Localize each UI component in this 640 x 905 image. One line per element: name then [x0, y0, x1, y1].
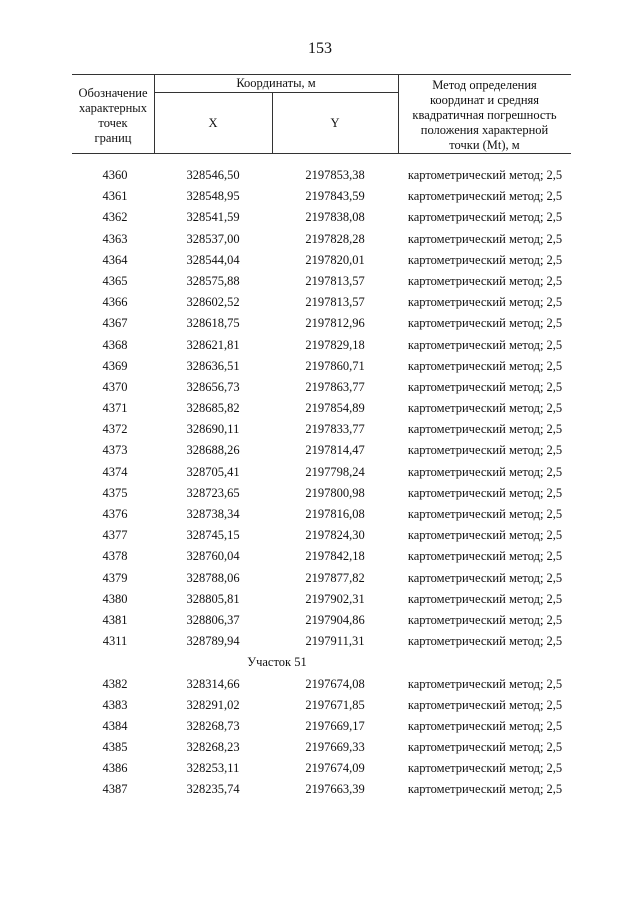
coord-y: 2197833,77	[305, 422, 365, 437]
point-id: 4387	[102, 782, 128, 797]
table-row	[75, 313, 571, 334]
coord-y: 2197814,47	[305, 443, 365, 458]
table-row	[75, 610, 571, 631]
table-row	[75, 229, 571, 250]
method-text: картометрический метод; 2,5	[407, 379, 563, 394]
coord-y: 2197671,85	[305, 697, 365, 712]
coord-x: 328548,95	[186, 189, 240, 204]
coord-y: 2197669,33	[305, 740, 365, 755]
header-designation: Обозначение характерных точек границ	[78, 86, 148, 145]
point-id: 4364	[102, 252, 128, 267]
method-text: картометрический метод; 2,5	[407, 422, 563, 437]
point-id: 4369	[102, 358, 128, 373]
coord-x: 328745,15	[186, 528, 240, 543]
coord-x: 328723,65	[186, 485, 240, 500]
header-bottom-rule	[72, 153, 571, 154]
coord-x: 328636,51	[186, 358, 240, 373]
table-row	[75, 419, 571, 440]
coord-x: 328656,73	[186, 379, 240, 394]
method-text: картометрический метод; 2,5	[407, 210, 563, 225]
coord-x: 328690,11	[186, 422, 240, 437]
method-text: картометрический метод; 2,5	[407, 337, 563, 352]
point-id: 4311	[102, 634, 128, 649]
point-id: 4371	[102, 401, 128, 416]
coord-x: 328314,66	[186, 676, 240, 691]
table-row	[75, 695, 571, 716]
coord-x: 328268,73	[186, 718, 240, 733]
coord-y: 2197828,28	[305, 231, 365, 246]
coord-y: 2197674,08	[305, 676, 365, 691]
table-row	[75, 335, 571, 356]
table-row	[75, 483, 571, 504]
table-row	[75, 546, 571, 567]
method-text: картометрический метод; 2,5	[407, 718, 563, 733]
coord-x: 328253,11	[186, 761, 240, 776]
method-text: картометрический метод; 2,5	[407, 591, 563, 606]
point-id: 4361	[102, 189, 128, 204]
method-text: картометрический метод; 2,5	[407, 464, 563, 479]
point-id: 4378	[102, 549, 128, 564]
coord-x: 328705,41	[186, 464, 240, 479]
page-number: 153	[308, 40, 332, 57]
method-text: картометрический метод; 2,5	[407, 189, 563, 204]
header-y: Y	[330, 116, 340, 130]
coord-x: 328806,37	[186, 612, 240, 627]
table-row	[75, 207, 571, 228]
table-row	[75, 589, 571, 610]
method-text: картометрический метод; 2,5	[407, 443, 563, 458]
point-id: 4374	[102, 464, 128, 479]
coord-y: 2197812,96	[305, 316, 365, 331]
table-row	[75, 779, 571, 800]
coord-x: 328685,82	[186, 401, 240, 416]
table-top-rule	[72, 74, 571, 75]
method-text: картометрический метод; 2,5	[407, 740, 563, 755]
section-title	[75, 652, 571, 673]
coord-y: 2197813,57	[305, 273, 365, 288]
table-row	[75, 737, 571, 758]
header-method: Метод определения координат и средняя квадратичная погрешность положения характерной точки (Mt), м	[412, 78, 557, 152]
method-text: картометрический метод; 2,5	[407, 507, 563, 521]
table-row	[75, 186, 571, 207]
point-id: 4367	[102, 316, 128, 331]
coord-y: 2197863,77	[305, 379, 365, 394]
table-row	[75, 631, 571, 652]
table-row	[75, 568, 571, 589]
coord-x: 328235,74	[186, 782, 240, 797]
table-row	[75, 462, 571, 483]
point-id: 4381	[102, 612, 128, 627]
table-row	[75, 440, 571, 461]
point-id: 4379	[102, 570, 128, 585]
point-id: 4372	[102, 422, 128, 437]
point-id: 4386	[102, 761, 128, 776]
coord-x: 328760,04	[186, 549, 240, 564]
coord-y: 2197800,98	[305, 485, 365, 500]
coord-x: 328575,88	[186, 273, 240, 288]
method-text: картометрический метод; 2,5	[407, 401, 563, 416]
table-row	[75, 525, 571, 546]
method-text: картометрический метод; 2,5	[407, 676, 563, 691]
coord-y: 2197824,30	[305, 528, 365, 543]
coord-y: 2197829,18	[305, 337, 365, 352]
point-id: 4385	[102, 740, 128, 755]
coord-x: 328738,34	[186, 507, 240, 521]
point-id: 4383	[102, 697, 128, 712]
table-row	[75, 504, 571, 525]
point-id: 4376	[102, 507, 128, 521]
coord-x: 328618,75	[186, 316, 240, 331]
coord-y: 2197669,17	[305, 718, 365, 733]
point-id: 4384	[102, 718, 128, 733]
coord-x: 328544,04	[186, 252, 240, 267]
coord-y: 2197877,82	[305, 570, 365, 585]
coord-y: 2197813,57	[305, 295, 365, 310]
method-text: картометрический метод; 2,5	[407, 252, 563, 267]
method-text: картометрический метод; 2,5	[407, 358, 563, 373]
coords-subheader-rule	[154, 92, 398, 93]
coord-y: 2197860,71	[305, 358, 365, 373]
point-id: 4377	[102, 528, 128, 543]
table-row	[75, 716, 571, 737]
table-row	[75, 165, 571, 186]
method-text: картометрический метод; 2,5	[407, 485, 563, 500]
coord-x: 328789,94	[186, 634, 240, 649]
method-text: картометрический метод; 2,5	[407, 612, 563, 627]
header-x: X	[208, 116, 218, 130]
coord-x: 328688,26	[186, 443, 240, 458]
method-text: картометрический метод; 2,5	[407, 295, 563, 310]
point-id: 4363	[102, 231, 128, 246]
table-row	[75, 377, 571, 398]
table-row	[75, 271, 571, 292]
table-body	[75, 165, 571, 801]
coord-y: 2197674,09	[305, 761, 365, 776]
coord-y: 2197663,39	[305, 782, 365, 797]
method-text: картометрический метод; 2,5	[407, 168, 563, 182]
method-text: картометрический метод; 2,5	[407, 316, 563, 331]
table-row	[75, 674, 571, 695]
method-text: картометрический метод; 2,5	[407, 549, 563, 564]
table-row	[75, 292, 571, 313]
point-id: 4380	[102, 591, 128, 606]
point-id: 4365	[102, 273, 128, 288]
header-coordinates: Координаты, м	[236, 76, 316, 90]
coord-y: 2197911,31	[305, 634, 365, 649]
coord-x: 328268,23	[186, 740, 240, 755]
table-row	[75, 356, 571, 377]
point-id: 4366	[102, 295, 128, 310]
point-id: 4368	[102, 337, 128, 352]
point-id: 4362	[102, 210, 128, 225]
coord-y: 2197853,38	[305, 168, 365, 182]
coord-x: 328291,02	[186, 697, 240, 712]
method-text: картометрический метод; 2,5	[407, 761, 563, 776]
coord-y: 2197854,89	[305, 401, 365, 416]
coord-x: 328621,81	[186, 337, 240, 352]
coord-y: 2197798,24	[305, 464, 365, 479]
coord-x: 328537,00	[186, 231, 240, 246]
point-id: 4375	[102, 485, 128, 500]
coord-y: 2197816,08	[305, 507, 365, 521]
method-text: картометрический метод; 2,5	[407, 231, 563, 246]
coord-y: 2197820,01	[305, 252, 365, 267]
method-text: картометрический метод; 2,5	[407, 697, 563, 712]
coord-y: 2197904,86	[305, 612, 365, 627]
coord-y: 2197842,18	[305, 549, 365, 564]
coord-y: 2197838,08	[305, 210, 365, 225]
method-text: картометрический метод; 2,5	[407, 782, 563, 797]
coord-x: 328541,59	[186, 210, 240, 225]
coord-y: 2197902,31	[305, 591, 365, 606]
method-text: картометрический метод; 2,5	[407, 528, 563, 543]
coord-x: 328602,52	[186, 295, 240, 310]
table-row	[75, 758, 571, 779]
section-title-text: Участок 51	[247, 655, 307, 670]
table-row	[75, 250, 571, 271]
point-id: 4373	[102, 443, 128, 458]
point-id: 4382	[102, 676, 128, 691]
point-id: 4360	[102, 168, 128, 182]
coord-y: 2197843,59	[305, 189, 365, 204]
table-row	[75, 398, 571, 419]
coord-x: 328805,81	[186, 591, 240, 606]
method-text: картометрический метод; 2,5	[407, 570, 563, 585]
point-id: 4370	[102, 379, 128, 394]
method-text: картометрический метод; 2,5	[407, 273, 563, 288]
coord-x: 328788,06	[186, 570, 240, 585]
coord-x: 328546,50	[186, 168, 240, 182]
method-text: картометрический метод; 2,5	[407, 634, 563, 649]
